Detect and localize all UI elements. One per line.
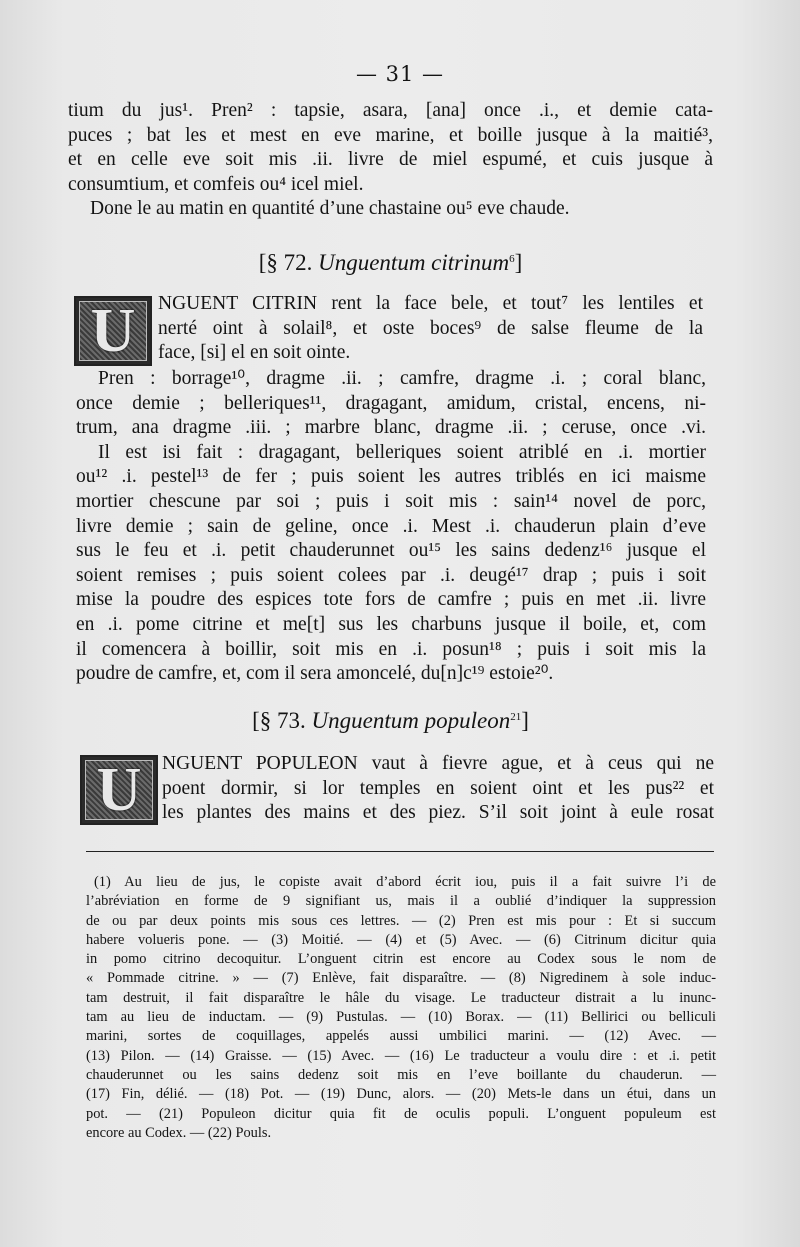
text-line: consumtium, et comfeis ou⁴ icel miel. [68,173,364,195]
section-73-heading [68,708,713,734]
footnote-line: in pomo citrino decoquitur. L’onguent citrin est encore au Codex sous le nom de [86,951,716,968]
heading-footnote-ref: 6 [509,253,515,265]
text-line: nerté oint à solail⁸, et oste boces⁹ de salse fleume de la [158,317,703,339]
text-line: livre demie ; sain de geline, once .i. Mest .i. chauderun plain d’eve [76,515,706,537]
footnote-line: pot. — (21) Populeon dicitur quia fit de oculis populi. L’onguent populeum est [86,1105,716,1122]
text-line: puces ; bat les et mest en eve marine, et boille jusque à la maitié³, [68,124,713,146]
text-line: NGUENT POPULEON vaut à fievre ague, et à ceus qui ne [162,753,714,774]
text-line: once demie ; belleriques¹¹, dragagant, amidum, cristal, encens, ni- [76,392,706,414]
text-line: Pren : borrage¹⁰, dragme .ii. ; camfre, dragme .i. ; coral blanc, [98,368,706,389]
text-line: les plantes des mains et des piez. S’il soit joint à eule rosat [162,802,714,824]
heading-title: Unguentum citrinum [318,250,510,275]
top-paragraph [68,99,713,222]
footnote-line: habere volueris pone. — (3) Moitié. — (4) et (5) Avec. — (6) Citrinum dicitur quia [86,931,716,948]
text-line: ou¹² .i. pestel¹³ de fer ; puis soient les autres triblés en ici maisme [76,466,706,488]
text-line: Il est isi fait : dragagant, belleriques soient atriblé en .i. mortier [98,441,706,463]
footnote-line: tam destruit, il fait disparaître le hâle du visage. Le traducteur distrait a lu inunc- [86,989,716,1006]
heading-number: [§ 73. [252,708,306,733]
footnote-line: l’abréviation en forme de 9 signifiant us, mais il a oublié d’indiquer la suppression [86,893,716,910]
section-72-body [76,367,706,687]
footnote-line: (13) Pilon. — (14) Graisse. — (15) Avec. — (16) Le traducteur a voulu dire : et .i. petit [86,1047,716,1064]
section-72-heading [68,250,713,276]
text-line: en .i. pome citrine et me[t] sus les charbuns jusque il boile, et, com [76,613,706,635]
footnote-line: tam au lieu de inductam. — (9) Pustulas. — (10) Borax. — (11) Bellirici ou belliculi [86,1009,716,1026]
section-72-intro [158,292,703,366]
drop-cap-letter: U [90,296,136,365]
footnote-line: encore au Codex. — (22) Pouls. [86,1124,272,1141]
text-line: mortier chescune par soi ; puis i soit mis : sain¹⁴ novel de porc, [76,490,706,512]
footnote-rule [86,851,714,852]
footnote-line: chauderunnet ou les sains dedenz soit mis en l’eve boillante du chauderun. — [86,1066,716,1083]
footnote-line: (17) Fin, délié. — (18) Pot. — (19) Dunc, alors. — (20) Mets-le dans un étui, dans un [86,1086,716,1103]
footnotes [86,873,716,1143]
text-line: trum, ana dragme .iii. ; marbre blanc, dragme .ii. ; ceruse, once .vi. [76,417,706,439]
text-line: NGUENT CITRIN rent la face bele, et tout⁷ les lentiles et [158,293,703,314]
drop-cap-ornament [74,296,152,366]
footnote-line: de ou par deux points mis sous ces lettres. — (2) Pren est mis pour : Et si succum [86,912,716,929]
text-line: mise la poudre des espices tote fors de camfre ; puis en met .ii. livre [76,589,706,611]
heading-footnote-ref: 21 [510,711,522,723]
heading-title: Unguentum populeon [311,708,511,733]
text-line: poudre de camfre, et, com il sera amoncelé, du[n]c¹⁹ estoie²⁰. [76,663,554,685]
text-line: et en celle eve soit mis .ii. livre de miel espumé, et cuis jusque à [68,149,713,171]
heading-number: [§ 72. [258,250,313,275]
text-line: poent dormir, si lor temples en soient oint et les pus²² et [162,777,714,799]
heading-close: ] [521,708,529,733]
footnote-line: « Pommade citrine. » — (7) Enlève, fait disparaître. — (8) Nigredinem à sole induc- [86,970,716,987]
text-line: Done le au matin en quantité d’une chastaine ou⁵ eve chaude. [90,198,570,220]
text-line: face, [si] el en soit ointe. [158,342,351,364]
text-line: sus le feu et .i. petit chauderunnet ou¹⁵ les sains dedenz¹⁶ jusque el [76,540,706,562]
page-number: — 31 — [355,62,445,86]
drop-cap-letter: U [96,755,142,824]
footnote-line: marini, sortes de coquillages, appelés aussi umbilici marini. — (12) Avec. — [86,1028,716,1045]
footnote-line: (1) Au lieu de jus, le copiste avait d’abord écrit iou, puis il a fait suivre l’i de [94,874,716,890]
drop-cap-ornament [80,755,158,825]
text-line: il comencera à boillir, soit mis en .i. posun¹⁸ ; puis i soit mis la [76,638,706,660]
section-73-intro [162,752,714,826]
text-line: soient remises ; puis soient colees par .i. deugé¹⁷ drap ; puis i soit [76,564,706,586]
heading-close: ] [514,250,523,275]
text-line: tium du jus¹. Pren² : tapsie, asara, [ana] once .i., et demie cata- [68,100,713,121]
